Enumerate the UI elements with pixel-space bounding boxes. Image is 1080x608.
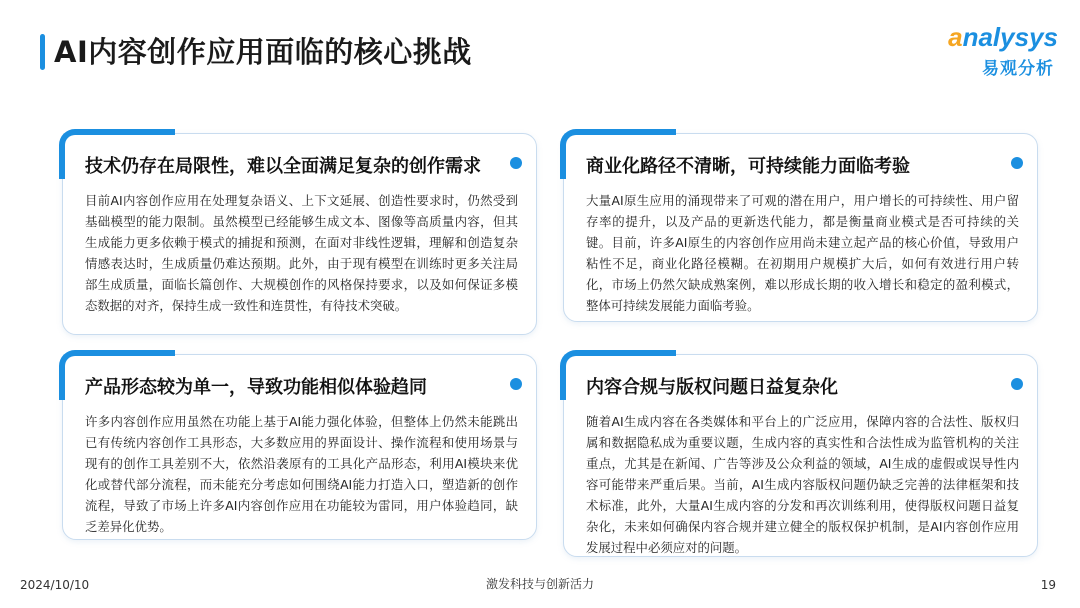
card-body-text: 大量AI原生应用的涌现带来了可观的潜在用户，用户增长的可持续性、用户留存率的提升，以及产品的更新迭代能力，都是衡量商业模式是否可持续的关键。目前，许多AI原生的内容创作应用尚未建立起产品的核心价值，导致用户粘性不足，商业化路径模糊。在初期用户规模扩大后，如何有效进行用户转化，市场上仍然欠缺成熟案例，难以形成长期的收入增长和稳定的盈利模式，整体可持续发展能力面临考验。 xyxy=(586,193,1019,313)
card-heading: 产品形态较为单一，导致功能相似体验趋同 xyxy=(85,377,427,398)
title-accent-bar xyxy=(40,34,45,70)
logo-wordmark: analysys xyxy=(948,22,1058,52)
bullet-dot-icon xyxy=(510,378,522,390)
footer-slogan: 激发科技与创新活力 xyxy=(485,577,594,591)
page-title: AI内容创作应用面临的核心挑战 xyxy=(54,35,472,69)
card-heading: 内容合规与版权问题日益复杂化 xyxy=(586,377,838,398)
bullet-dot-icon xyxy=(1011,378,1023,390)
bullet-dot-icon xyxy=(510,157,522,169)
bullet-dot-icon xyxy=(1011,157,1023,169)
analysys-logo xyxy=(946,22,1058,78)
footer-date: 2024/10/10 xyxy=(20,578,90,592)
logo-swoosh-icon: a xyxy=(948,22,963,52)
challenge-card-commercialization xyxy=(563,133,1038,322)
logo-chinese-name: 易观分析 xyxy=(982,59,1054,79)
challenge-card-product-form xyxy=(62,354,537,540)
card-body-text: 随着AI生成内容在各类媒体和平台上的广泛应用，保障内容的合法性、版权归属和数据隐私成为重要议题，生成内容的真实性和合法性成为监管机构的关注重点，尤其是在新闻、广告等涉及公众利益的领域，AI生成的虚假或误导性内容可能带来严重后果。当前，AI生成内容版权问题仍缺乏完善的法律框架和技术标准，此外，大量AI生成内容的分发和再次训练利用，使得版权问题日益复杂化，未来如何确保内容合规并建立健全的版权保护机制，是AI内容创作应用发展过程中必须应对的问题。 xyxy=(586,414,1019,555)
card-body-text: 目前AI内容创作应用在处理复杂语义、上下文延展、创造性要求时，仍然受到基础模型的能力限制。虽然模型已经能够生成文本、图像等高质量内容，但其生成能力更多依赖于模式的捕捉和预测，在面对非线性逻辑，理解和创造复杂情感表达时，生成质量仍难达预期。此外，由于现有模型在训练时更多关注局部生成质量，面临长篇创作、大规模创作的风格保持要求，以及如何保证多模态数据的对齐，保持生成一致性和连贯性，有待技术突破。 xyxy=(85,193,518,313)
challenge-card-technology xyxy=(62,133,537,335)
challenge-card-compliance xyxy=(563,354,1038,557)
card-heading: 技术仍存在局限性，难以全面满足复杂的创作需求 xyxy=(85,156,481,177)
card-body-text: 许多内容创作应用虽然在功能上基于AI能力强化体验，但整体上仍然未能跳出已有传统内容创作工具形态，大多数应用的界面设计、操作流程和使用场景与现有的创作工具差别不大，依然沿袭原有的工具化产品形态，利用AI模块来优化或替代部分流程，而未能充分考虑如何围绕AI能力打造入口，塑造新的创作流程，导致了市场上许多AI内容创作应用在功能较为雷同，用户体验趋同，缺乏差异化优势。 xyxy=(85,414,518,534)
page-number: 19 xyxy=(1040,578,1056,592)
card-heading: 商业化路径不清晰，可持续能力面临考验 xyxy=(586,156,910,177)
